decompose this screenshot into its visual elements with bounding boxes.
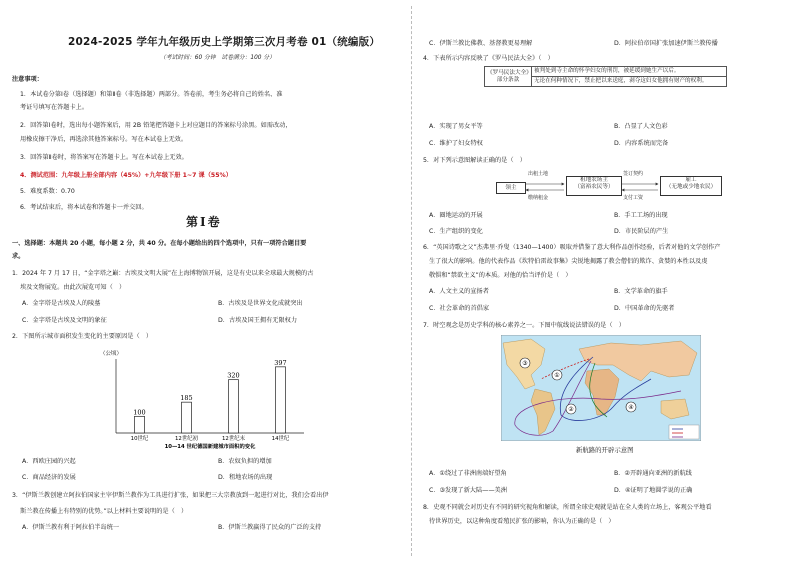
- laborer-box: [660, 176, 722, 196]
- q4-option-d[interactable]: D．内容系统而完备: [614, 140, 669, 147]
- q8-stem: 8．史观不同就会对历史有不同的研究视角和解读，所谓全球史观就是站在全人类的立场上，客观公平地看: [423, 504, 712, 511]
- chart-data-label: 320: [227, 371, 240, 380]
- q7-option-b[interactable]: B．②开辟通向亚洲的新航线: [614, 470, 692, 477]
- arrow-label: 签订契约: [623, 171, 644, 177]
- note-line: 1．本试卷分第Ⅰ卷（选择题）和第Ⅱ卷（非选择题）两部分。答卷前，考生务必将自己的姓名、准: [20, 91, 283, 98]
- table-header-cell: 《罗马民法大全》部分条款: [485, 67, 532, 87]
- chart-category-label: 12世纪末: [221, 436, 246, 442]
- page-title: 2024-2025 学年九年级历史上学期第三次月考卷 01（统编版）: [68, 36, 381, 48]
- q7-option-c[interactable]: C．③发现了新大陆——美洲: [429, 487, 507, 494]
- chart-bar: [182, 402, 192, 433]
- note-line: 3．回答第Ⅱ卷时，将答案写在答题卡上。写在本试卷上无效。: [20, 154, 188, 161]
- q1-stem: 埃及文物展览。由此次展览可知（ ）: [20, 284, 126, 291]
- q4-option-a[interactable]: A．实现了男女平等: [429, 123, 483, 130]
- chart-bar: [229, 380, 239, 433]
- route-label: ①: [554, 372, 560, 380]
- q6-option-a[interactable]: A．人文主义的宣扬者: [429, 288, 489, 295]
- table-cell: 被判处到寺主命的怀孕妇女的刑罚，被延缓到她生产以后。: [532, 67, 727, 77]
- lord-box: 领主: [496, 182, 526, 194]
- q2-option-a[interactable]: A．西欧庄园的兴起: [22, 458, 76, 465]
- q3-option-b[interactable]: B．伊斯兰教赢得了民众的广泛的支持: [218, 524, 322, 531]
- q7-option-d[interactable]: D．④证明了地圆学说的正确: [614, 487, 693, 494]
- q5-option-b[interactable]: B．手工工场的出现: [614, 212, 668, 219]
- q6-stem: 6．“英国诗歌之父”杰弗里·乔叟（1340—1400）吸取并借鉴了意大利作品创作经验，后者对他的文学创作产: [423, 244, 721, 251]
- new-routes-map: [501, 335, 701, 441]
- q4-option-b[interactable]: B．凸显了人文色彩: [614, 123, 668, 130]
- q8-stem: 待世界历史，以这种角度看殖民扩张的影响，你认为正确的是（ ）: [429, 518, 615, 525]
- q6-option-d[interactable]: D．中国革命的先驱者: [614, 305, 675, 312]
- q7-stem: 7．时空观念是历史学科的核心素养之一。下图中航线说法错误的是（ ）: [423, 322, 625, 329]
- q6-stem: 敬惧和“禁欲主义”的本质。对他的恰当评价是（ ）: [429, 272, 572, 279]
- table-cell: 无论在何种情况下，禁止把以来送庭，剥夺这妇女他拥有财产的权利。: [532, 77, 727, 87]
- q7-option-a[interactable]: A．①绕过了非洲南端好望角: [429, 470, 507, 477]
- q2-option-b[interactable]: B．农奴负担的增加: [218, 458, 272, 465]
- q5-option-d[interactable]: D．市民阶层的产生: [614, 228, 669, 235]
- note-line: 6．考试结束后，将本试卷和答题卡一并交回。: [20, 204, 148, 211]
- difficulty: 5．难度系数：0.70: [20, 188, 75, 195]
- chart-title: 10—14 世纪德国新建城市面积的变化: [164, 444, 256, 450]
- notes-heading: 注意事项：: [12, 76, 43, 83]
- chart-data-label: 100: [133, 408, 146, 417]
- note-line: 用橡皮擦干净后，再选涂其他答案标号。写在本试卷上无效。: [20, 136, 188, 143]
- q1-stem: 1．2024 年 7 月 17 日，“金字塔之巅：古埃及文明大展”在上海博物馆开展，这是有史以来全球最大规模的古: [12, 270, 314, 277]
- route-label: ③: [522, 360, 528, 368]
- q4-stem: 4．下表所示内容反映了《罗马民法大全》（ ）: [423, 55, 554, 62]
- q6-option-b[interactable]: B．文学革命的旗手: [614, 288, 668, 295]
- chart-bar: [135, 416, 145, 433]
- chart-category-label: 14世纪: [271, 436, 290, 442]
- chart-y-label: （公顷）: [100, 351, 123, 357]
- arrow-label: 出租土地: [528, 171, 549, 177]
- map-title: 新航路的开辟示意图: [576, 446, 634, 454]
- q2-option-c[interactable]: C．商品经济的发展: [22, 474, 76, 481]
- arrow-label: 缴纳租金: [528, 195, 549, 201]
- q1-option-c[interactable]: C．金字塔是古埃及文明的象征: [22, 317, 107, 324]
- q1-option-a[interactable]: A．金字塔是古埃及人的陵墓: [22, 300, 101, 307]
- route-label: ④: [628, 404, 634, 412]
- q6-stem: 生了很大的影响。他的代表作品《坎特伯雷故事集》尖锐地揭露了教会僧侣的欺诈、贪婪的本性以及虔: [429, 258, 708, 265]
- q6-option-c[interactable]: C．社会革命的首倡家: [429, 305, 490, 312]
- q3-stem: 斯兰教在传播上有特别的优势。”以上材料主要说明的是（ ）: [20, 508, 188, 515]
- test-scope: 4．测试范围：九年级上册全部内容（45%）+九年级下册 1~7 课（55%）: [20, 172, 232, 179]
- q3-stem: 3．“伊斯兰教创建立阿拉伯国家主宰伊斯兰教作为工具进行扩张，如果把三大宗教放到一起进行对比，我们会看出伊: [12, 492, 329, 499]
- q3-option-d[interactable]: D．阿拉伯帝国扩张加速伊斯兰教传播: [614, 40, 718, 47]
- chart-data-label: 397: [274, 358, 287, 367]
- q5-option-c[interactable]: C．生产组织的变化: [429, 228, 483, 235]
- q5-stem: 5．对下列示意图解读正确的是（ ）: [423, 157, 526, 164]
- tenant-label: 租地农场主: [580, 177, 608, 183]
- q4-law-table: [484, 66, 727, 87]
- exam-info: （考试时间：60 分钟 试卷满分：100 分）: [160, 55, 275, 61]
- note-line: 2．回答第Ⅰ卷时，选出每小题答案后，用 2B 铅笔把答题卡上对应题目的答案标号涂黑。如需改动，: [20, 122, 292, 129]
- city-area-bar-chart: [90, 343, 320, 451]
- chart-category-label: 10世纪: [130, 436, 149, 442]
- q1-option-d[interactable]: D．古埃及国王拥有无限权力: [218, 317, 298, 324]
- chart-category-label: 12世纪初: [174, 436, 199, 442]
- q3-option-a[interactable]: A．伊斯兰教有利于阿拉伯半岛统一: [22, 524, 120, 531]
- chart-data-label: 185: [180, 394, 193, 403]
- q1-option-b[interactable]: B．古埃及是世界文化成就突出: [218, 300, 303, 307]
- tenant-sublabel: （富裕农民等）: [574, 184, 614, 190]
- section-title: 第Ⅰ卷: [186, 215, 222, 229]
- route-label: ②: [568, 406, 574, 414]
- chart-bar: [276, 367, 286, 433]
- q5-option-a[interactable]: A．圈地运动的开展: [429, 212, 483, 219]
- note-line: 考证号填写在答题卡上。: [20, 104, 89, 111]
- q2-option-d[interactable]: D．租地农场的出现: [218, 474, 273, 481]
- q3-option-c[interactable]: C．伊斯兰教比佛教、基督教更易理解: [429, 40, 533, 47]
- q4-option-c[interactable]: C．维护了妇女特权: [429, 140, 483, 147]
- section-instruction: 一、选择题：本题共 20 小题，每小题 2 分，共 40 分。在每小题给出的四个选项中，只有一项符合题目要: [12, 240, 307, 247]
- laborer-sublabel: （无地或少地农民）: [665, 184, 717, 190]
- arrow-label: 支付工资: [623, 195, 644, 201]
- column-divider: [411, 6, 412, 556]
- q2-stem: 2．下图所示城市面积发生变化的主要原因是（ ）: [12, 333, 153, 340]
- section-instruction: 求。: [12, 253, 25, 260]
- laborer-label: 雇工: [685, 177, 697, 183]
